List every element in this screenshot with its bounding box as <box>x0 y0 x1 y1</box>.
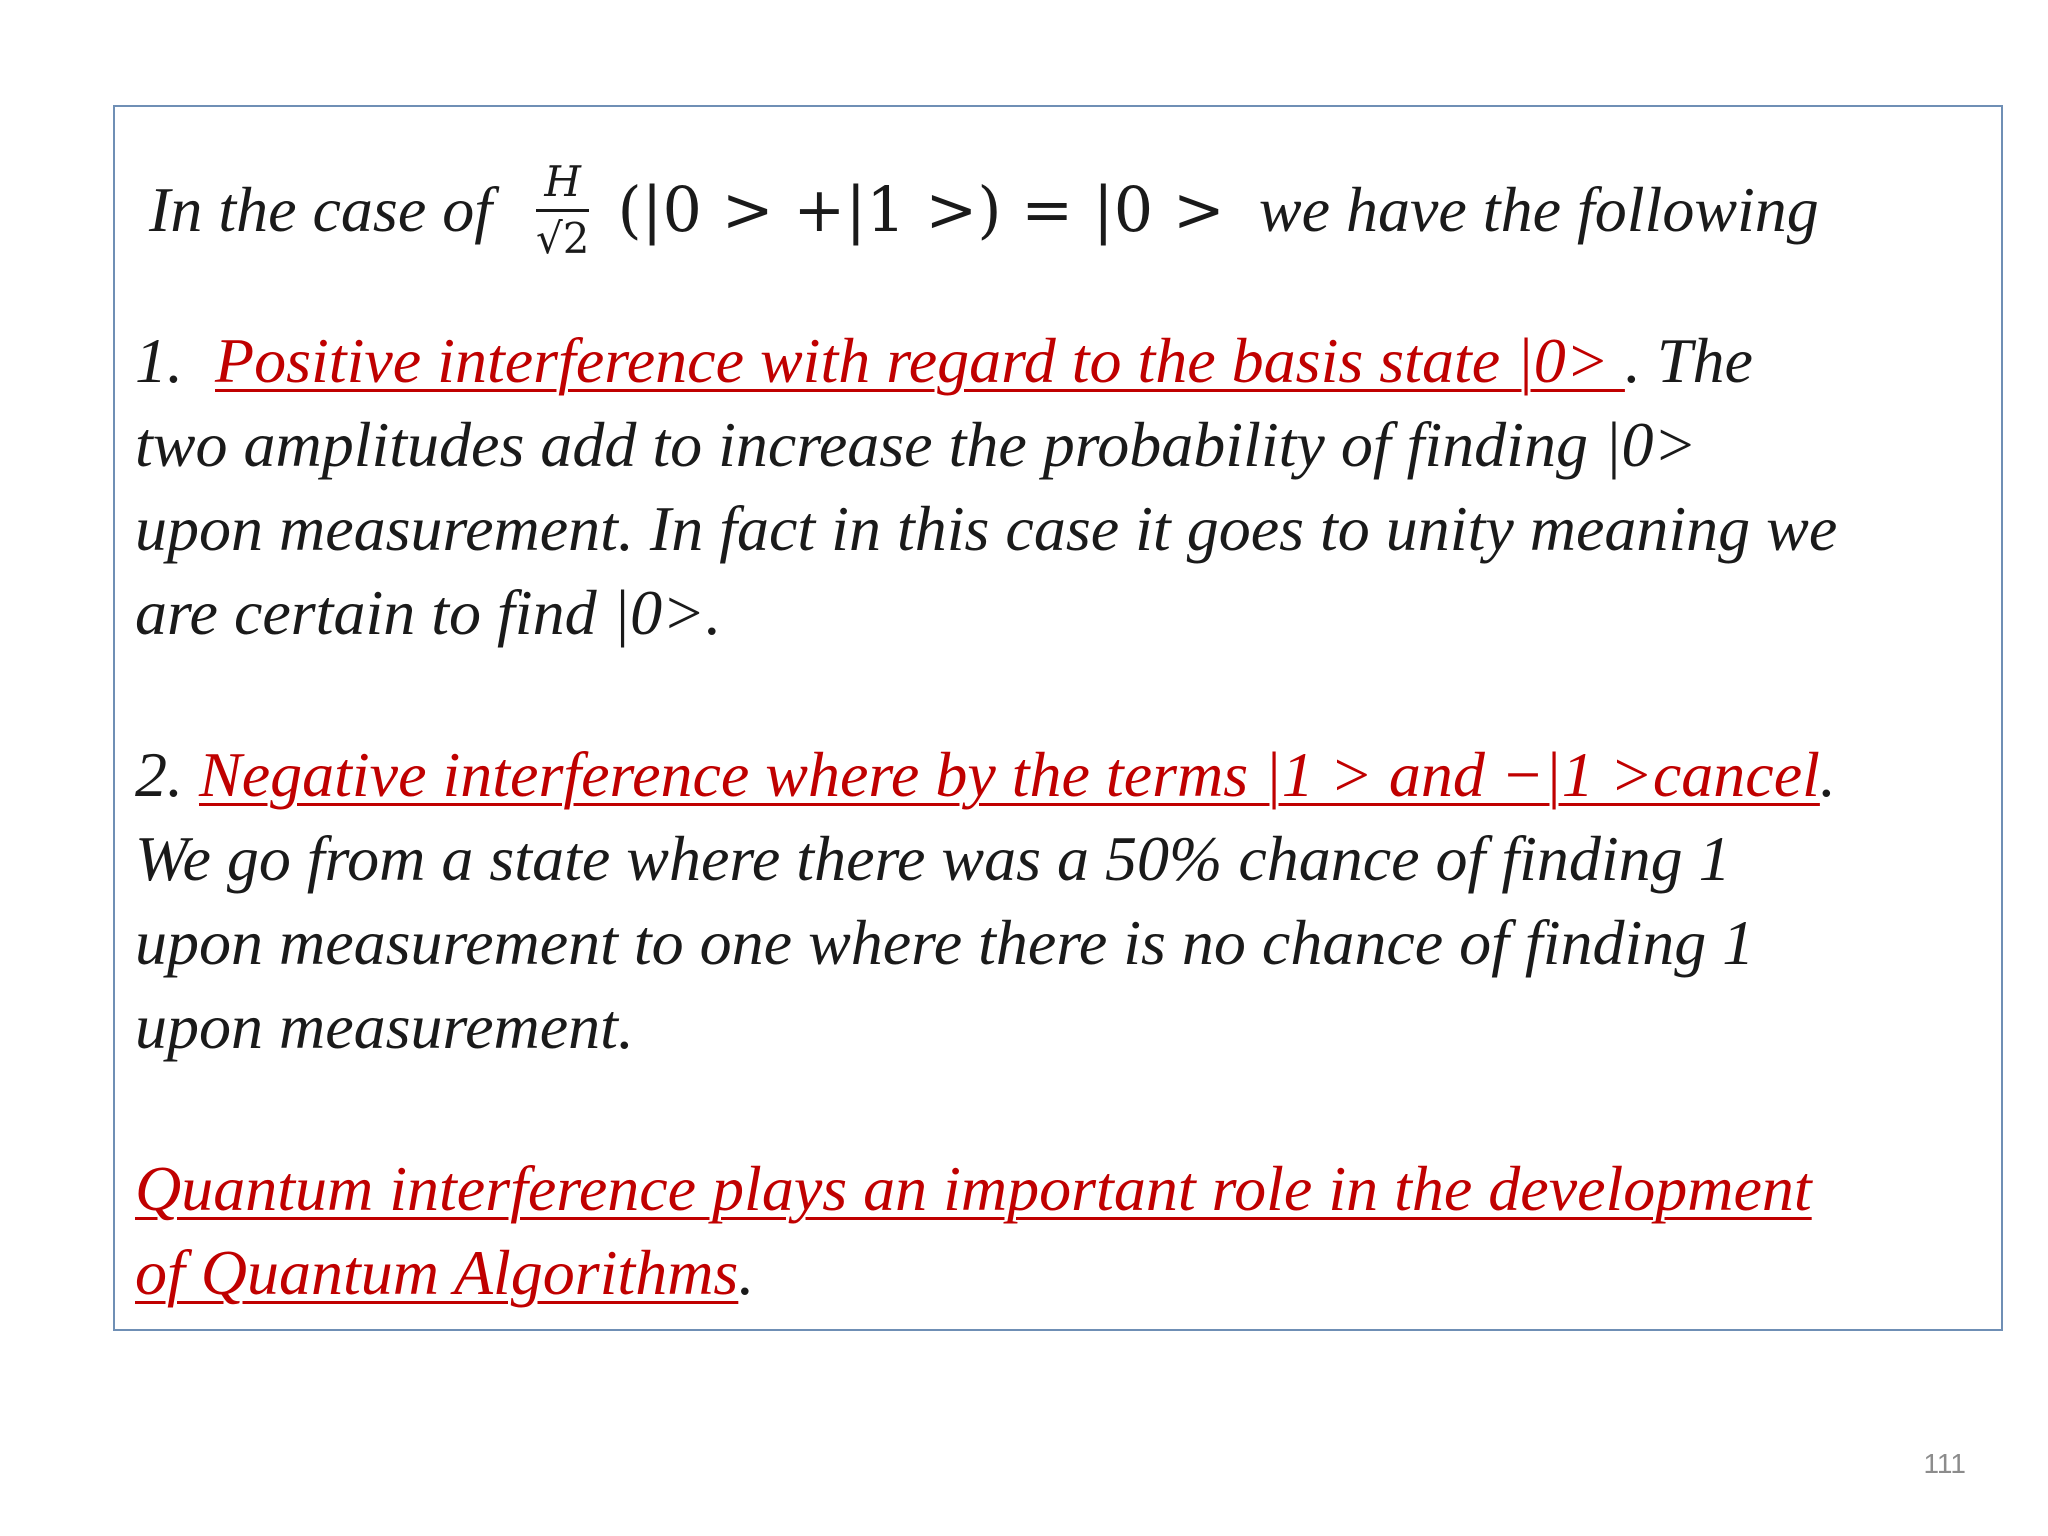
point1-highlight: Positive interference with regard to the basis state |0> <box>215 325 1625 396</box>
point1-line4: are certain to find |0>. <box>135 577 722 648</box>
point1-line2: two amplitudes add to increase the probability of finding |0> <box>135 409 1697 480</box>
point1-line1 <box>135 319 1753 403</box>
point2-line1 <box>135 733 1836 817</box>
conclusion-highlight: of Quantum Algorithms <box>135 1237 739 1308</box>
conclusion-after: . <box>738 1237 755 1308</box>
point2-line4: upon measurement. <box>135 991 634 1062</box>
conclusion-line1: Quantum interference plays an important role in the development <box>135 1153 1812 1224</box>
point1-number: 1. <box>135 325 183 396</box>
point2-line3: upon measurement to one where there is no chance of finding 1 <box>135 907 1755 978</box>
heading-equation: (|0 > +|1 >) = |0 > <box>617 173 1225 246</box>
page-number: 111 <box>1923 1448 1966 1479</box>
content-textbox <box>113 105 2003 1331</box>
fraction <box>536 157 589 264</box>
conclusion-line2 <box>135 1231 754 1315</box>
point2-after-highlight: . <box>1819 739 1836 810</box>
heading-prefix: In the case of <box>149 174 492 245</box>
point1-line3: upon measurement. In fact in this case it goes to unity meaning we <box>135 493 1838 564</box>
point2-number: 2. <box>135 739 183 810</box>
heading-suffix: we have the following <box>1258 174 1819 245</box>
heading-line <box>149 135 1819 285</box>
point1-after-highlight: . The <box>1624 325 1753 396</box>
point2-line2: We go from a state where there was a 50% chance of finding 1 <box>135 823 1731 894</box>
fraction-numerator: H <box>536 157 589 212</box>
point2-highlight: Negative interference where by the terms |1 > and −|1 >cancel <box>199 739 1820 810</box>
fraction-denominator: √2 <box>536 213 590 263</box>
